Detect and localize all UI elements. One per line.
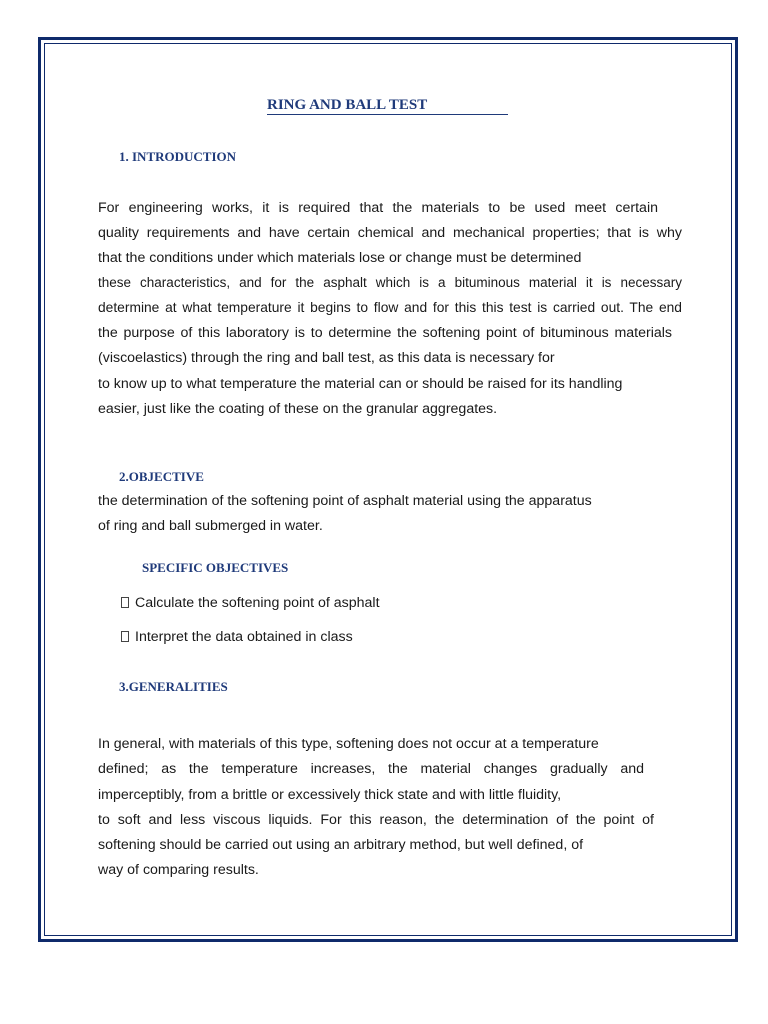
introduction-heading: 1. INTRODUCTION (119, 149, 237, 164)
list-item (121, 593, 380, 613)
specific-objectives-heading: SPECIFIC OBJECTIVES (142, 560, 289, 575)
intro-line: (viscoelastics) through the ring and ball test, as this data is necessary for (98, 350, 555, 366)
bullet-box-icon (121, 597, 129, 608)
page-border (38, 37, 738, 942)
generalities-line: softening should be carried out using an arbitrary method, but well defined, of (98, 837, 584, 853)
generalities-line: In general, with materials of this type, softening does not occur at a temperature (98, 736, 599, 752)
intro-line: easier, just like the coating of these on the granular aggregates. (98, 401, 498, 417)
list-item (121, 627, 353, 647)
objective-heading: 2.OBJECTIVE (119, 469, 204, 484)
intro-line: these characteristics, and for the asphalt which is a bituminous material it is necessary (98, 275, 682, 290)
bullet-box-icon (121, 631, 129, 642)
intro-line: to know up to what temperature the material can or should be raised for its handling (98, 376, 623, 392)
document-title: RING AND BALL TEST (267, 96, 508, 115)
intro-line: determine at what temperature it begins to flow and for this this test is carried out. The end (98, 300, 682, 315)
intro-line: For engineering works, it is required that the materials to be used meet certain (98, 200, 658, 216)
specific-objective-text: Interpret the data obtained in class (135, 629, 353, 645)
generalities-line: to soft and less viscous liquids. For this reason, the determination of the point of (98, 812, 654, 828)
generalities-line: way of comparing results. (98, 862, 259, 878)
generalities-heading: 3.GENERALITIES (119, 679, 228, 694)
specific-objective-text: Calculate the softening point of asphalt (135, 595, 380, 611)
intro-line: quality requirements and have certain chemical and mechanical properties; that is why (98, 225, 682, 241)
objective-line: of ring and ball submerged in water. (98, 518, 323, 534)
generalities-line: imperceptibly, from a brittle or excessively thick state and with little fluidity, (98, 787, 562, 803)
objective-line: the determination of the softening point of asphalt material using the apparatus (98, 493, 592, 509)
intro-line: the purpose of this laboratory is to determine the softening point of bituminous materials (98, 325, 672, 341)
intro-line: that the conditions under which materials lose or change must be determined (98, 250, 582, 266)
generalities-line: defined; as the temperature increases, the material changes gradually and (98, 761, 644, 777)
